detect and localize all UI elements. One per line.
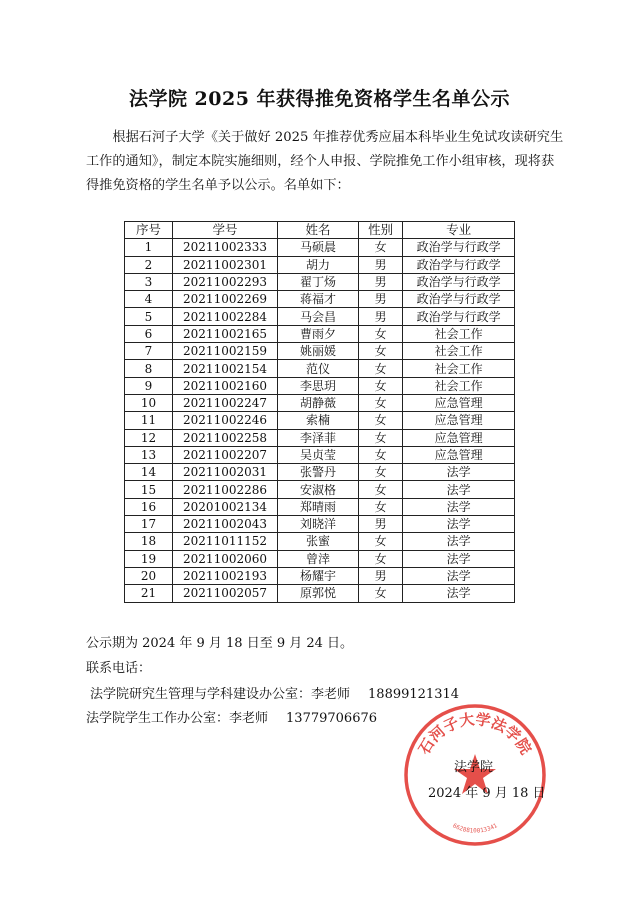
cell-no: 12	[125, 429, 173, 446]
cell-no: 5	[125, 308, 173, 325]
cell-no: 3	[125, 273, 173, 290]
cell-no: 18	[125, 533, 173, 550]
cell-major: 政治学与行政学	[403, 273, 515, 290]
cell-no: 7	[125, 343, 173, 360]
cell-gender: 男	[359, 308, 403, 325]
cell-gender: 女	[359, 239, 403, 256]
cell-student-id: 20211002159	[172, 343, 277, 360]
cell-gender: 女	[359, 325, 403, 342]
cell-gender: 男	[359, 273, 403, 290]
header-no: 序号	[125, 222, 173, 239]
table-row	[125, 550, 515, 567]
cell-gender: 女	[359, 377, 403, 394]
cell-major: 社会工作	[403, 360, 515, 377]
office-name: 法学院学生工作办公室：	[86, 711, 230, 726]
table-row	[125, 273, 515, 290]
cell-major: 政治学与行政学	[403, 308, 515, 325]
signature-org: 法学院	[454, 760, 494, 775]
cell-no: 13	[125, 446, 173, 463]
cell-student-id: 20211002301	[172, 256, 277, 273]
cell-gender: 女	[359, 585, 403, 602]
cell-major: 应急管理	[403, 429, 515, 446]
cell-student-id: 20211002165	[172, 325, 277, 342]
table-row	[125, 481, 515, 498]
cell-major: 政治学与行政学	[403, 239, 515, 256]
cell-gender: 女	[359, 533, 403, 550]
table-row	[125, 394, 515, 411]
cell-name: 杨耀宇	[278, 567, 359, 584]
cell-major: 社会工作	[403, 343, 515, 360]
svg-text:石河子大学法学院	[415, 710, 535, 757]
cell-major: 法学	[403, 567, 515, 584]
intro-text: 根据石河子大学《关于做好 2025 年推荐优秀应届本科毕业生免试攻读研究生工作的通知》，制定本院实施细则，经个人申报、学院推免工作小组审核，现将获得推免资格的学生名单予以公示。名单如下：	[86, 130, 564, 193]
cell-gender: 男	[359, 256, 403, 273]
cell-gender: 男	[359, 291, 403, 308]
cell-student-id: 20211002293	[172, 273, 277, 290]
cell-name: 马硕晨	[278, 239, 359, 256]
cell-name: 曹雨夕	[278, 325, 359, 342]
cell-student-id: 20211002057	[172, 585, 277, 602]
header-student-id: 学号	[172, 222, 277, 239]
cell-name: 索楠	[278, 412, 359, 429]
cell-major: 政治学与行政学	[403, 291, 515, 308]
cell-gender: 女	[359, 446, 403, 463]
cell-name: 胡力	[278, 256, 359, 273]
cell-no: 9	[125, 377, 173, 394]
cell-student-id: 20211011152	[172, 533, 277, 550]
cell-name: 姚丽媛	[278, 343, 359, 360]
cell-major: 法学	[403, 585, 515, 602]
table-row	[125, 239, 515, 256]
table-row	[125, 429, 515, 446]
cell-major: 法学	[403, 516, 515, 533]
cell-major: 社会工作	[403, 325, 515, 342]
cell-gender: 女	[359, 394, 403, 411]
header-name: 姓名	[278, 222, 359, 239]
cell-major: 应急管理	[403, 394, 515, 411]
cell-name: 张蜜	[278, 533, 359, 550]
cell-name: 蒋福才	[278, 291, 359, 308]
cell-name: 安淑格	[278, 481, 359, 498]
cell-gender: 女	[359, 481, 403, 498]
cell-gender: 女	[359, 429, 403, 446]
table-row	[125, 585, 515, 602]
cell-gender: 女	[359, 464, 403, 481]
cell-name: 李思玥	[278, 377, 359, 394]
office-person: 李老师	[229, 711, 269, 726]
intro-paragraph	[86, 126, 566, 198]
cell-student-id: 20211002207	[172, 446, 277, 463]
cell-no: 10	[125, 394, 173, 411]
cell-major: 法学	[403, 533, 515, 550]
cell-major: 法学	[403, 481, 515, 498]
table-row	[125, 567, 515, 584]
cell-student-id: 20211002160	[172, 377, 277, 394]
table-row	[125, 412, 515, 429]
notice-period: 公示期为 2024 年 9 月 18 日至 9 月 24 日。	[86, 636, 354, 651]
cell-no: 11	[125, 412, 173, 429]
cell-name: 郑晴雨	[278, 498, 359, 515]
cell-major: 政治学与行政学	[403, 256, 515, 273]
office-person: 李老师	[311, 687, 351, 702]
cell-gender: 女	[359, 412, 403, 429]
table-row	[125, 446, 515, 463]
table-row	[125, 360, 515, 377]
cell-major: 应急管理	[403, 446, 515, 463]
table-row	[125, 256, 515, 273]
cell-student-id: 20211002247	[172, 394, 277, 411]
office-phone: 13779706676	[286, 711, 378, 726]
svg-text:6628810013341	[451, 822, 498, 835]
cell-student-id: 20211002060	[172, 550, 277, 567]
cell-name: 李泽菲	[278, 429, 359, 446]
cell-student-id: 20211002269	[172, 291, 277, 308]
cell-no: 6	[125, 325, 173, 342]
cell-gender: 女	[359, 360, 403, 377]
cell-no: 14	[125, 464, 173, 481]
cell-student-id: 20211002333	[172, 239, 277, 256]
header-major: 专业	[403, 222, 515, 239]
cell-student-id: 20211002258	[172, 429, 277, 446]
cell-name: 曾涬	[278, 550, 359, 567]
table-row	[125, 308, 515, 325]
cell-major: 社会工作	[403, 377, 515, 394]
signature-date: 2024 年 9 月 18 日	[428, 786, 546, 801]
cell-name: 范仪	[278, 360, 359, 377]
seal-text: 石河子大学法学院	[415, 710, 535, 758]
cell-gender: 女	[359, 343, 403, 360]
cell-name: 吴贞莹	[278, 446, 359, 463]
office-name: 法学院研究生管理与学科建设办公室：	[90, 687, 312, 702]
table-row	[125, 516, 515, 533]
table-row	[125, 464, 515, 481]
table-row	[125, 498, 515, 515]
cell-no: 19	[125, 550, 173, 567]
cell-student-id: 20211002284	[172, 308, 277, 325]
table-body	[125, 239, 515, 602]
table-row	[125, 325, 515, 342]
cell-no: 15	[125, 481, 173, 498]
table-header-row	[125, 222, 515, 239]
page-title: 法学院 2025 年获得推免资格学生名单公示	[128, 88, 511, 110]
contact-label: 联系电话：	[86, 661, 152, 676]
table-row	[125, 291, 515, 308]
office-phone: 18899121314	[368, 687, 460, 702]
cell-name: 马会昌	[278, 308, 359, 325]
cell-no: 21	[125, 585, 173, 602]
cell-gender: 男	[359, 567, 403, 584]
cell-name: 刘晓洋	[278, 516, 359, 533]
cell-student-id: 20211002154	[172, 360, 277, 377]
cell-student-id: 20201002134	[172, 498, 277, 515]
header-gender: 性别	[359, 222, 403, 239]
cell-no: 20	[125, 567, 173, 584]
cell-name: 张警丹	[278, 464, 359, 481]
cell-no: 2	[125, 256, 173, 273]
contact-student-office	[86, 707, 377, 731]
cell-major: 法学	[403, 498, 515, 515]
seal-serial: 6628810013341	[451, 822, 499, 835]
cell-name: 胡静薇	[278, 394, 359, 411]
cell-no: 4	[125, 291, 173, 308]
cell-major: 法学	[403, 464, 515, 481]
cell-major: 法学	[403, 550, 515, 567]
cell-no: 1	[125, 239, 173, 256]
cell-student-id: 20211002193	[172, 567, 277, 584]
cell-major: 应急管理	[403, 412, 515, 429]
table-row	[125, 377, 515, 394]
cell-student-id: 20211002043	[172, 516, 277, 533]
cell-student-id: 20211002246	[172, 412, 277, 429]
student-table	[124, 221, 515, 603]
table-row	[125, 533, 515, 550]
cell-no: 8	[125, 360, 173, 377]
cell-gender: 女	[359, 498, 403, 515]
cell-no: 17	[125, 516, 173, 533]
cell-student-id: 20211002031	[172, 464, 277, 481]
cell-no: 16	[125, 498, 173, 515]
table-row	[125, 343, 515, 360]
cell-gender: 女	[359, 550, 403, 567]
cell-name: 原郭悦	[278, 585, 359, 602]
cell-name: 翟丁炀	[278, 273, 359, 290]
cell-student-id: 20211002286	[172, 481, 277, 498]
cell-gender: 男	[359, 516, 403, 533]
